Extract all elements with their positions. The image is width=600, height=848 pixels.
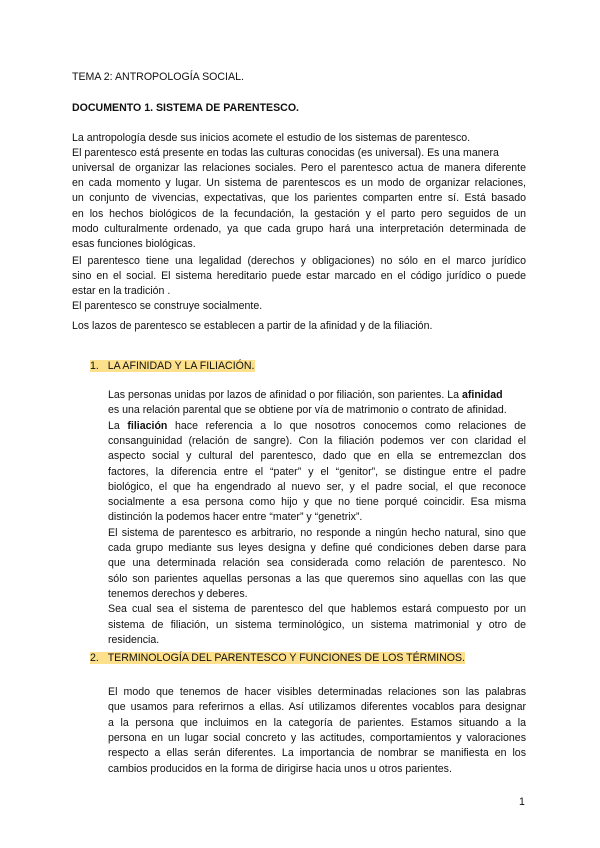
section-1-line bbox=[108, 540, 526, 556]
legal-line: sino en el social. El sistema hereditario puede estar marcado en el código jurídico o puede bbox=[72, 270, 526, 283]
section-1-line bbox=[108, 448, 526, 464]
line-text: factores, la diferencia entre el “pater” y el “genitor”, se distingue entre el padre bbox=[108, 465, 526, 478]
section-1-line bbox=[108, 555, 526, 571]
section-1-line bbox=[108, 571, 526, 587]
section-1-line bbox=[108, 433, 526, 449]
section-2-number: 2. bbox=[90, 652, 99, 664]
section-2-line: El modo que tenemos de hacer visibles determinadas relaciones son las palabras bbox=[108, 686, 526, 698]
section-1-line bbox=[108, 479, 526, 495]
line-text: Sea cual sea el sistema de parentesco del que hablemos estará compuesto por un bbox=[108, 603, 526, 616]
section-1-title: LA AFINIDAD Y LA FILIACIÓN. bbox=[107, 360, 255, 372]
line-text: distinción la podemos hacer entre “mater” y “genetrix”. bbox=[108, 511, 363, 524]
section-1-line bbox=[108, 387, 526, 403]
section-1-line bbox=[108, 464, 526, 480]
section-1-line bbox=[108, 617, 526, 633]
document-title: DOCUMENTO 1. SISTEMA DE PARENTESCO. bbox=[72, 102, 300, 114]
section-2-title: TERMINOLOGÍA DEL PARENTESCO Y FUNCIONES DE LOS TÉRMINOS. bbox=[107, 652, 466, 664]
legal-line: estar en la tradición . bbox=[72, 285, 171, 298]
section-1-line bbox=[108, 402, 526, 418]
line-text: tenemos derechos y deberes. bbox=[108, 587, 248, 600]
page-number: 1 bbox=[519, 796, 525, 808]
section-1-line bbox=[108, 509, 526, 525]
section-2-line: persona en un lugar social concreto y las actitudes, comportamientos y valoraciones bbox=[108, 731, 526, 744]
intro-line: modo culturalmente ordenado, ya que cada grupo hará una interpretación determinada de bbox=[72, 222, 526, 235]
section-1-line bbox=[108, 632, 526, 648]
line-text: residencia. bbox=[108, 633, 160, 646]
line-text: La bbox=[108, 419, 128, 432]
line-text: socialmente a esa persona como hijo y que no tiene porqué coincidir. Esa misma bbox=[108, 496, 526, 509]
bold-term: filiación bbox=[127, 419, 168, 432]
intro-line: La antropología desde sus inicios acomete el estudio de los sistemas de parentesco. bbox=[72, 132, 471, 144]
intro-line: en los hechos biológicos de la fecundación, la gestación y el parto pero seguidos de un bbox=[72, 207, 526, 220]
intro-line: un conjunto de vivencias, expectativas, que los parientes comparten entre sí. Está basado bbox=[72, 192, 526, 205]
section-2-line: a la persona que incluimos en la categoría de parientes. Estamos situando a la bbox=[108, 716, 526, 729]
bonds-sentence: Los lazos de parentesco se establecen a partir de la afinidad y de la filiación. bbox=[72, 320, 433, 332]
intro-line: en cada momento y lugar. Un sistema de parentescos es un modo de organizar relaciones, bbox=[72, 177, 526, 190]
section-2-line: que usamos para referirnos a ellas. Así utilizamos diferentes vocablos para designar bbox=[108, 701, 526, 714]
section-1-line bbox=[108, 494, 526, 510]
line-text: aspecto social y cultural del parentesco, dado que en ella se entremezclan dos bbox=[108, 450, 526, 463]
line-text: que una determinada relación sea considerada como relación de parentesco. No bbox=[108, 557, 526, 570]
section-1-heading bbox=[90, 360, 255, 372]
line-text: hace referencia a lo que nosotros conocemos como relaciones de bbox=[167, 419, 526, 432]
section-1-line bbox=[108, 601, 526, 617]
line-text: El sistema de parentesco es arbitrario, no responde a ningún hecho natural, sino que bbox=[108, 526, 526, 539]
bold-term: afinidad bbox=[461, 389, 503, 401]
social-construction-sentence: El parentesco se construye socialmente. bbox=[72, 300, 263, 312]
line-text: Las personas unidas por lazos de afinidad o por filiación, son parientes. La bbox=[108, 389, 462, 401]
section-1-line bbox=[108, 525, 526, 541]
intro-line: universal de organizar las relaciones sociales. Pero el parentesco actua de manera diferente bbox=[72, 162, 526, 175]
intro-line: El parentesco está presente en todas las culturas conocidas (es universal). Es una manera bbox=[72, 147, 499, 160]
line-text: cada grupo mediante sus leyes designa y define qué condiciones deben darse para bbox=[108, 542, 526, 554]
line-text: sistema de filiación, un sistema terminológico, un sistema matrimonial y otro de bbox=[108, 618, 526, 631]
line-text: sólo son parientes aquellas personas a las que queremos sino aquellas con las que bbox=[108, 572, 526, 585]
topic-heading: TEMA 2: ANTROPOLOGÍA SOCIAL. bbox=[72, 71, 244, 83]
line-text: consanguinidad (relación de sangre). Con la filiación podemos ver con claridad el bbox=[108, 434, 526, 447]
section-1-line bbox=[108, 586, 526, 602]
section-2-line: respecto a ellas serán diferentes. La importancia de nombrar se manifiesta en los bbox=[108, 747, 526, 760]
section-1-number: 1. bbox=[90, 360, 99, 372]
section-1-line bbox=[108, 418, 526, 434]
line-text: biológico, el que ha engendrado al nuevo ser, y el padre social, el que reconoce bbox=[108, 480, 526, 493]
intro-line: esas funciones biológicas. bbox=[72, 237, 196, 250]
section-2-line: cambios producidos en la forma de dirigirse hacia unos u otros parientes. bbox=[108, 762, 452, 775]
line-text: es una relación parental que se obtiene por vía de matrimonio o contrato de afinidad. bbox=[108, 404, 507, 417]
section-2-heading bbox=[90, 652, 465, 664]
legal-line: El parentesco tiene una legalidad (derechos y obligaciones) no sólo en el marco jurídico bbox=[72, 255, 526, 267]
